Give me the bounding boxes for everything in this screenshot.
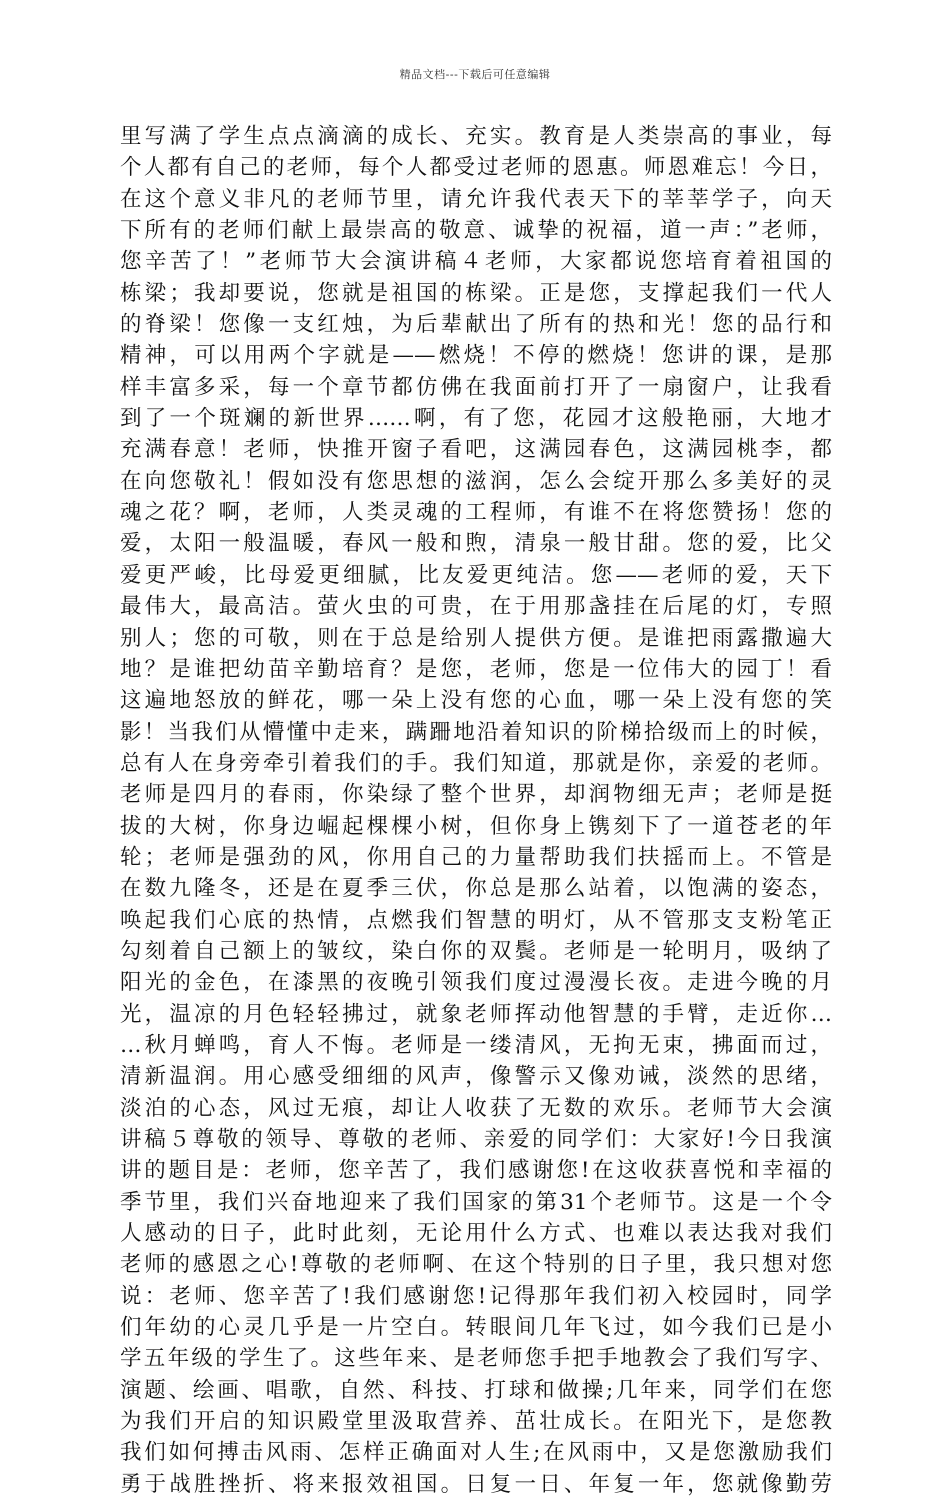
text-line: 清新温润。用心感受细细的风声，像警示又像劝诫，淡然的思绪， [120,1064,832,1090]
text-line: 阳光的金色，在漆黑的夜晚引领我们度过漫漫长夜。走进今晚的月 [120,970,832,996]
text-line: 勾刻着自己额上的皱纹，染白你的双鬓。老师是一轮明月，吸纳了 [120,938,832,964]
text-line: 淡泊的心态，风过无痕，却让人收获了无数的欢乐。老师节大会演 [120,1095,832,1121]
text-line: 您辛苦了！”老师节大会演讲稿４老师，大家都说您培育着祖国的 [120,249,832,275]
text-line: 演题、绘画、唱歌，自然、科技、打球和做操;几年来，同学们在您 [120,1377,832,1403]
text-line: 在这个意义非凡的老师节里，请允许我代表天下的莘莘学子，向天 [120,186,832,212]
text-line: 在数九隆冬，还是在夏季三伏，你总是那么站着，以饱满的姿态， [120,876,832,902]
text-line: …秋月蝉鸣，育人不悔。老师是一缕清风，无拘无束，拂面而过， [120,1032,832,1058]
text-line: 到了一个斑斓的新世界……啊，有了您，花园才这般艳丽，大地才 [120,406,832,432]
text-line: 总有人在身旁牵引着我们的手。我们知道，那就是你，亲爱的老师。 [120,750,832,776]
text-line: 样丰富多采，每一个章节都仿佛在我面前打开了一扇窗户，让我看 [120,374,832,400]
text-line: 个人都有自己的老师，每个人都受过老师的恩惠。师恩难忘！今日， [120,155,832,181]
text-line: 地？是谁把幼苗辛勤培育？是您，老师，您是一位伟大的园丁！看 [120,656,832,682]
text-line: 爱，太阳一般温暖，春风一般和煦，清泉一般甘甜。您的爱，比父 [120,531,832,557]
text-line: 们年幼的心灵几乎是一片空白。转眼间几年飞过，如今我们已是小 [120,1315,832,1341]
text-line: 精神，可以用两个字就是——燃烧！不停的燃烧！您讲的课，是那 [120,343,832,369]
text-line: 里写满了学生点点滴滴的成长、充实。教育是人类崇高的事业，每 [120,124,832,149]
text-line: 讲的题目是：老师，您辛苦了，我们感谢您!在这收获喜悦和幸福的 [120,1158,832,1184]
text-line: 魂之花？啊，老师，人类灵魂的工程师，有谁不在将您赞扬！您的 [120,500,832,526]
text-line: 光，温凉的月色轻轻拂过，就象老师挥动他智慧的手臂，走近你… [120,1001,832,1027]
text-line: 在向您敬礼！假如没有您思想的滋润，怎么会绽开那么多美好的灵 [120,468,832,494]
text-line: 充满春意！老师，快推开窗子看吧，这满园春色，这满园桃李，都 [120,437,832,463]
text-line: 学五年级的学生了。这些年来、是老师您手把手地教会了我们写字、 [120,1346,832,1372]
body-text [120,121,832,1500]
text-line: 勇于战胜挫折、将来报效祖国。日复一日、年复一年，您就像勤劳 [120,1471,832,1497]
text-line: 栋梁；我却要说，您就是祖国的栋梁。正是您，支撑起我们一代人 [120,280,832,306]
text-line: 拔的大树，你身边崛起棵棵小树，但你身上镌刻下了一道苍老的年 [120,813,832,839]
text-line: 的脊梁！您像一支红烛，为后辈献出了所有的热和光！您的品行和 [120,312,832,338]
text-line: 季节里，我们兴奋地迎来了我们国家的第31个老师节。这是一个令 [120,1189,832,1215]
text-line: 爱更严峻，比母爱更细腻，比友爱更纯洁。您——老师的爱，天下 [120,562,832,588]
text-line: 人感动的日子，此时此刻，无论用什么方式、也难以表达我对我们 [120,1221,832,1247]
text-line: 影！当我们从懵懂中走来，蹒跚地沿着知识的阶梯拾级而上的时候， [120,719,832,745]
text-line: 轮；老师是强劲的风，你用自己的力量帮助我们扶摇而上。不管是 [120,844,832,870]
text-line: 最伟大，最高洁。萤火虫的可贵，在于用那盏挂在后尾的灯，专照 [120,594,832,620]
text-line: 讲稿５尊敬的领导、尊敬的老师、亲爱的同学们：大家好!今日我演 [120,1127,832,1152]
text-line: 下所有的老师们献上最崇高的敬意、诚挚的祝福，道一声：”老师， [120,218,832,244]
text-line: 这遍地怒放的鲜花，哪一朵上没有您的心血，哪一朵上没有您的笑 [120,688,832,714]
text-line: 唤起我们心底的热情，点燃我们智慧的明灯，从不管那支支粉笔正 [120,907,832,933]
text-line: 我们如何搏击风雨、怎样正确面对人生;在风雨中，又是您激励我们 [120,1440,832,1466]
text-line: 为我们开启的知识殿堂里汲取营养、茁壮成长。在阳光下，是您教 [120,1409,832,1435]
page-header: 精品文档---下载后可任意编辑 [399,68,551,81]
text-line: 老师是四月的春雨，你染绿了整个世界，却润物细无声；老师是挺 [120,782,832,808]
text-line: 老师的感恩之心!尊敬的老师啊、在这个特别的日子里，我只想对您 [120,1252,832,1278]
text-line: 说：老师、您辛苦了!我们感谢您!记得那年我们初入校园时，同学 [120,1283,832,1309]
text-line: 别人；您的可敬，则在于总是给别人提供方便。是谁把雨露撒遍大 [120,625,832,651]
